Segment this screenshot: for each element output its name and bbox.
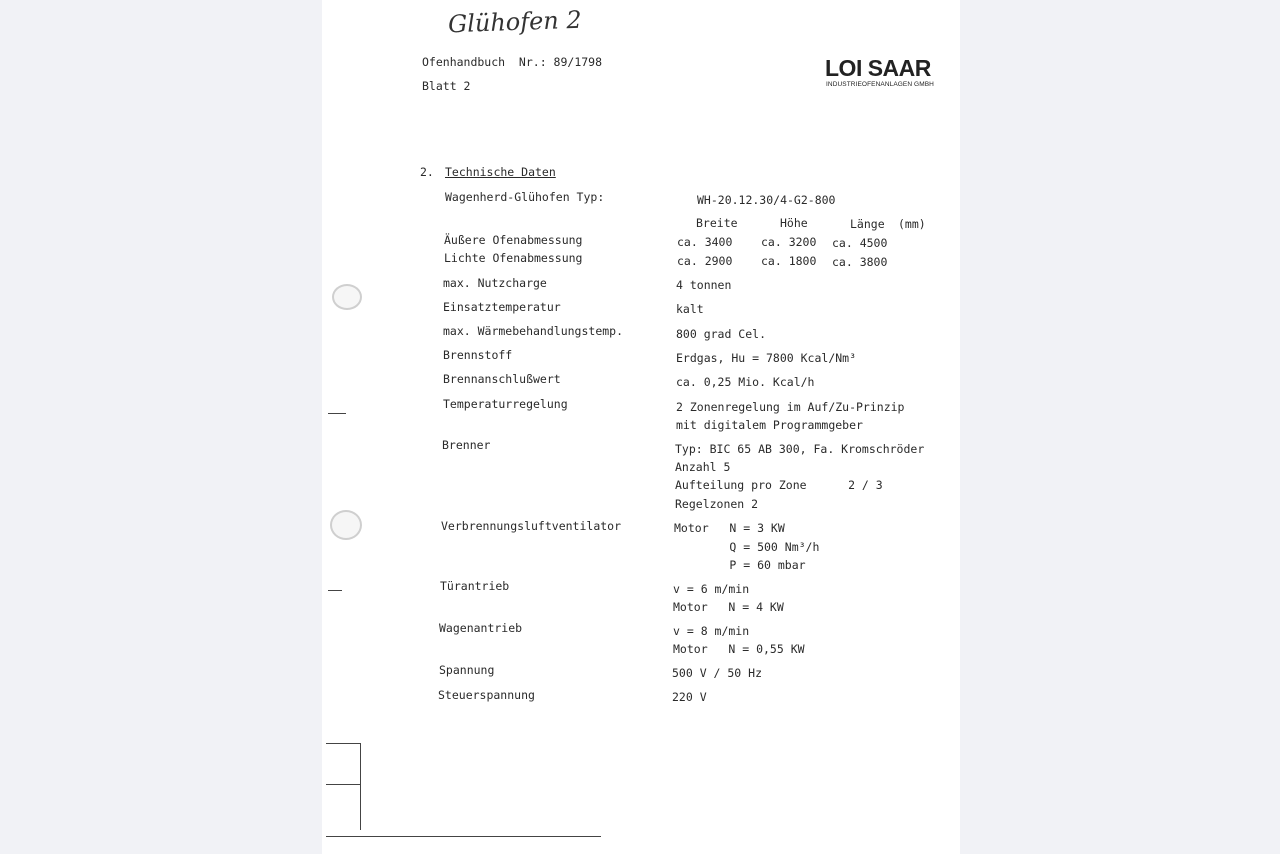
spec-value: Anzahl 5 — [675, 460, 731, 474]
punch-hole — [330, 510, 362, 540]
punch-hole — [332, 284, 362, 310]
manual-number: Ofenhandbuch Nr.: 89/1798 — [422, 55, 603, 69]
spec-value: mit digitalem Programmgeber — [676, 418, 863, 432]
spec-label: Türantrieb — [440, 579, 510, 593]
spec-value: Motor N = 3 KW — [674, 521, 785, 535]
spec-label: Brennstoff — [443, 348, 513, 362]
spec-value: v = 6 m/min — [673, 582, 750, 596]
spec-value: Motor N = 0,55 KW — [673, 642, 805, 656]
spec-value: Erdgas, Hu = 7800 Kcal/Nm³ — [676, 351, 857, 365]
spec-value: 2 Zonenregelung im Auf/Zu-Prinzip — [676, 400, 905, 414]
form-line — [360, 743, 361, 830]
dim-row-value: ca. 2900 — [677, 254, 733, 268]
margin-mark — [328, 590, 342, 591]
dim-row-value: ca. 3400 — [677, 235, 733, 249]
spec-value: Typ: BIC 65 AB 300, Fa. Kromschröder — [675, 442, 925, 456]
spec-value: P = 60 mbar — [674, 558, 806, 572]
spec-value: ca. 0,25 Mio. Kcal/h — [676, 375, 815, 389]
spec-value: Q = 500 Nm³/h — [674, 540, 820, 554]
margin-mark — [328, 413, 346, 414]
dim-row-value: ca. 4500 — [832, 236, 888, 250]
section-title: Technische Daten — [445, 165, 556, 179]
spec-value: v = 8 m/min — [673, 624, 750, 638]
type-value: WH-20.12.30/4-G2-800 — [697, 193, 836, 207]
dim-row-value: ca. 3200 — [761, 235, 817, 249]
dim-row-label: Lichte Ofenabmessung — [444, 251, 583, 265]
spec-label: Steuerspannung — [438, 688, 535, 702]
document-page — [322, 0, 960, 854]
spec-label: Temperaturregelung — [443, 397, 568, 411]
type-label: Wagenherd-Glühofen Typ: — [445, 190, 605, 204]
dim-row-value: ca. 1800 — [761, 254, 817, 268]
dim-header-unit: (mm) — [898, 217, 926, 231]
dim-row-value: ca. 3800 — [832, 255, 888, 269]
company-logo-subtitle: INDUSTRIEOFENANLAGEN GMBH — [826, 81, 934, 88]
spec-value: Regelzonen 2 — [675, 497, 759, 511]
section-number: 2. — [420, 165, 434, 179]
spec-value: 800 grad Cel. — [676, 327, 767, 341]
form-line — [326, 784, 361, 785]
spec-value: Motor N = 4 KW — [673, 600, 784, 614]
spec-label: Brennanschlußwert — [443, 372, 561, 386]
sheet-number: Blatt 2 — [422, 79, 471, 93]
spec-label: Wagenantrieb — [439, 621, 523, 635]
spec-value: 4 tonnen — [676, 278, 732, 292]
dim-header-breite: Breite — [696, 216, 738, 230]
company-logo: LOI SAAR — [825, 55, 931, 81]
spec-label: Einsatztemperatur — [443, 300, 561, 314]
dim-header-laenge: Länge — [850, 217, 885, 231]
dim-header-hoehe: Höhe — [780, 216, 808, 230]
spec-label: max. Nutzcharge — [443, 276, 547, 290]
handwritten-title: Glühofen 2 — [447, 5, 583, 39]
form-line — [326, 743, 361, 744]
spec-value: Aufteilung pro Zone 2 / 3 — [675, 478, 883, 492]
spec-label: Spannung — [439, 663, 495, 677]
spec-label: max. Wärmebehandlungstemp. — [443, 324, 624, 338]
spec-value: 220 V — [672, 690, 707, 704]
spec-label: Verbrennungsluftventilator — [441, 519, 622, 533]
spec-value: 500 V / 50 Hz — [672, 666, 763, 680]
form-line — [326, 836, 601, 837]
spec-label: Brenner — [442, 438, 491, 452]
spec-value: kalt — [676, 302, 704, 316]
dim-row-label: Äußere Ofenabmessung — [444, 233, 583, 247]
